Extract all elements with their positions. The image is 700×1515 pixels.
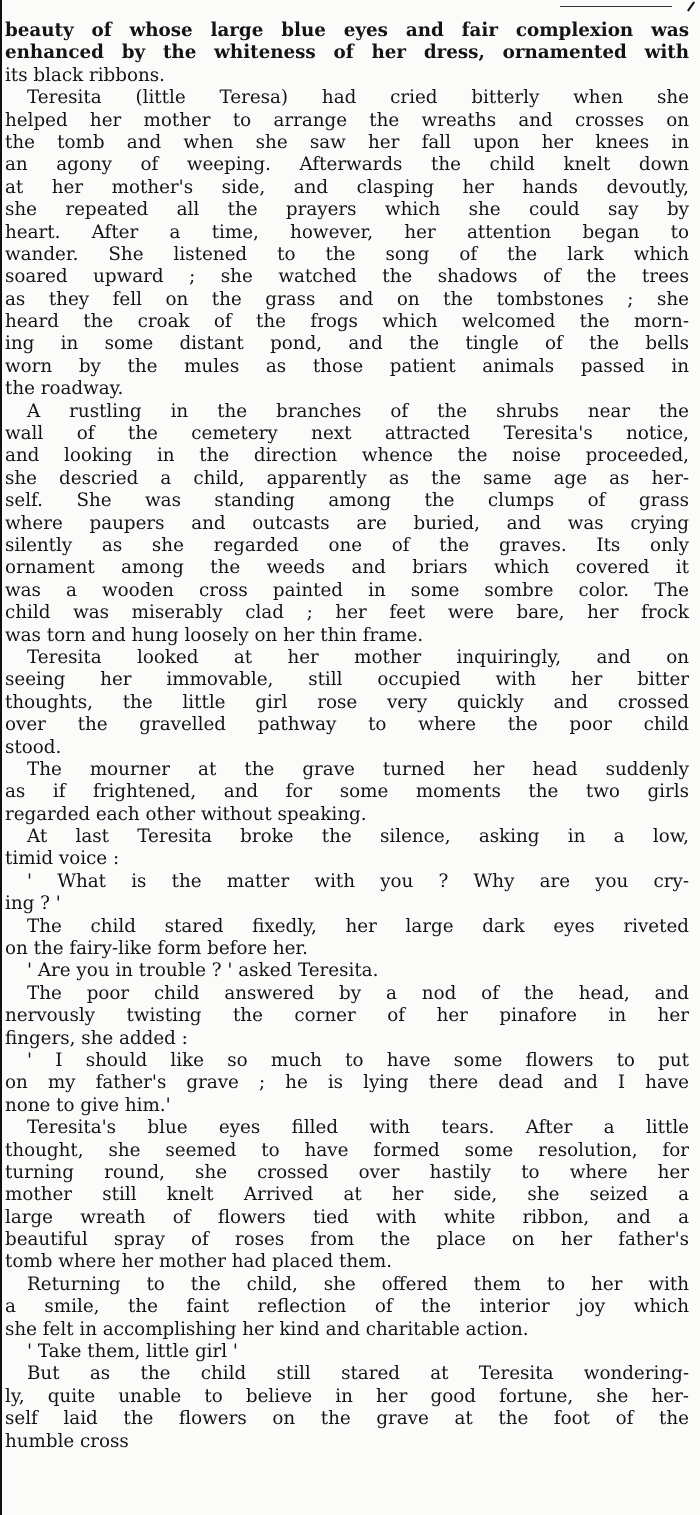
text-line: was a wooden cross painted in some sombre color. The <box>5 579 689 601</box>
text-line: ' Take them, little girl ' <box>27 1341 238 1363</box>
text-line: beauty of whose large blue eyes and fair complexion was <box>5 20 689 41</box>
text-line: worn by the mules as those patient animals passed in <box>5 355 689 377</box>
text-line: mother still knelt Arrived at her side, she seized a <box>5 1184 689 1206</box>
text-line: enhanced by the whiteness of her dress, ornamented with <box>5 42 689 64</box>
text-line: Returning to the child, she offered them to her with <box>27 1273 689 1295</box>
text-line: fingers, she added : <box>5 1027 188 1049</box>
text-line: Teresita looked at her mother inquiringly, and on <box>27 646 689 668</box>
text-line: soared upward ; she watched the shadows of the trees <box>5 266 689 288</box>
text-line: and looking in the direction whence the noise proceeded, <box>5 445 689 467</box>
text-line: she repeated all the prayers which she could say by <box>5 199 689 221</box>
text-line: silently as she regarded one of the graves. Its only <box>5 534 689 556</box>
text-line: she felt in accomplishing her kind and charitable action. <box>5 1318 529 1340</box>
text-line: ly, quite unable to believe in her good fortune, she her- <box>5 1385 689 1407</box>
text-line: as if frightened, and for some moments the two girls <box>5 781 689 803</box>
text-line: wall of the cemetery next attracted Teresita's notice, <box>5 423 689 445</box>
text-line: tomb where her mother had placed them. <box>5 1251 393 1273</box>
top-rule-line <box>560 6 672 7</box>
text-line: she descried a child, apparently as the same age as her- <box>5 467 689 489</box>
text-line: self. She was standing among the clumps of grass <box>5 490 689 512</box>
text-line: where paupers and outcasts are buried, and was crying <box>5 512 689 534</box>
text-line: ' What is the matter with you ? Why are you cry- <box>27 870 689 892</box>
text-line: The mourner at the grave turned her head suddenly <box>27 758 689 780</box>
text-line: regarded each other without speaking. <box>5 803 367 825</box>
text-line: none to give him.' <box>5 1094 171 1116</box>
text-line: turning round, she crossed over hastily to where her <box>5 1161 689 1183</box>
text-line: as they fell on the grass and on the tombstones ; she <box>5 288 689 310</box>
text-line: The child stared fixedly, her large dark eyes riveted <box>27 915 689 937</box>
top-corner-mark <box>687 1 695 11</box>
text-line: its black ribbons. <box>5 64 165 86</box>
text-line: wander. She listened to the song of the lark which <box>5 243 689 265</box>
text-line: on my father's grave ; he is lying there dead and I have <box>5 1072 689 1094</box>
text-line: large wreath of flowers tied with white ribbon, and a <box>5 1206 689 1228</box>
text-line: Teresita's blue eyes filled with tears. After a little <box>27 1117 689 1139</box>
text-line: But as the child still stared at Teresita wondering- <box>27 1363 689 1385</box>
text-line: beautiful spray of roses from the place on her father's <box>5 1229 689 1251</box>
column-left-edge <box>0 0 2 1515</box>
text-line: heard the croak of the frogs which welcomed the morn- <box>5 311 689 333</box>
text-line: ing ? ' <box>5 893 61 915</box>
text-line: the roadway. <box>5 378 124 400</box>
text-line: nervously twisting the corner of her pinafore in her <box>5 1005 689 1027</box>
text-line: The poor child answered by a nod of the head, and <box>27 982 689 1004</box>
text-line: A rustling in the branches of the shrubs near the <box>27 400 689 422</box>
text-line: ornament among the weeds and briars which covered it <box>5 557 689 579</box>
text-line: seeing her immovable, still occupied with her bitter <box>5 669 689 691</box>
text-line: Teresita (little Teresa) had cried bitterly when she <box>27 87 689 109</box>
text-line: heart. After a time, however, her attention began to <box>5 221 689 243</box>
text-line: a smile, the faint reflection of the interior joy which <box>5 1296 689 1318</box>
text-line: timid voice : <box>5 848 120 870</box>
text-line: over the gravelled pathway to where the poor child <box>5 714 689 736</box>
text-line: an agony of weeping. Afterwards the child knelt down <box>5 154 689 176</box>
text-line: at her mother's side, and clasping her hands devoutly, <box>5 176 689 198</box>
text-line: thoughts, the little girl rose very quickly and crossed <box>5 691 689 713</box>
text-line: self laid the flowers on the grave at the foot of the <box>5 1408 689 1430</box>
text-line: ' Are you in trouble ? ' asked Teresita. <box>27 960 379 982</box>
text-line: was torn and hung loosely on her thin frame. <box>5 624 424 646</box>
text-line: helped her mother to arrange the wreaths and crosses on <box>5 109 689 131</box>
text-line: humble cross <box>5 1430 129 1452</box>
text-line: ' I should like so much to have some flowers to put <box>27 1049 689 1071</box>
text-line: At last Teresita broke the silence, asking in a low, <box>27 826 689 848</box>
text-line: thought, she seemed to have formed some resolution, for <box>5 1139 689 1161</box>
text-line: stood. <box>5 736 62 758</box>
text-line: on the fairy-like form before her. <box>5 938 308 960</box>
text-line: ing in some distant pond, and the tingle of the bells <box>5 333 689 355</box>
text-line: the tomb and when she saw her fall upon her knees in <box>5 131 689 153</box>
article-body <box>5 20 689 1453</box>
text-line: child was miserably clad ; her feet were bare, her frock <box>5 602 689 624</box>
